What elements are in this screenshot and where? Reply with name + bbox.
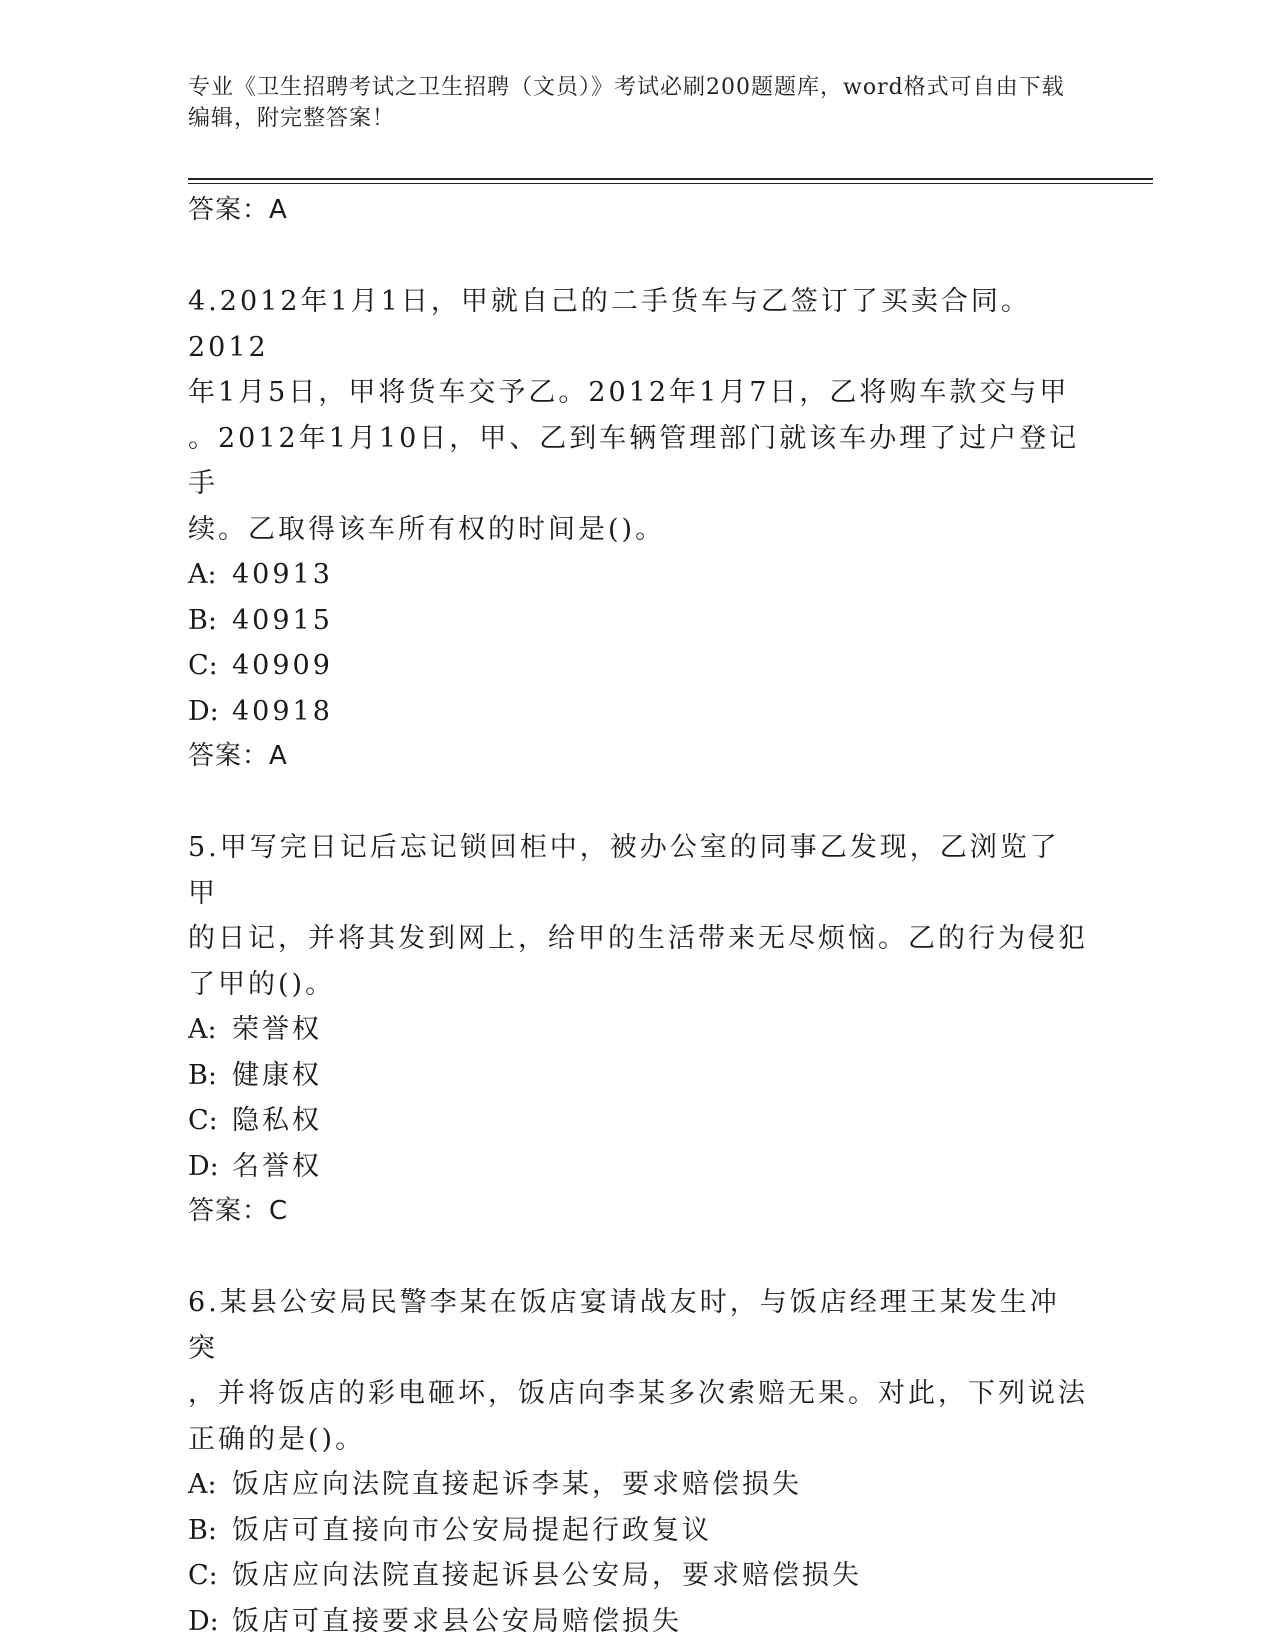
option-key: B: <box>188 604 217 636</box>
stem-line: 6.某县公安局民警李某在饭店宴请战友时，与饭店经理王某发生冲突 <box>188 1287 1060 1364</box>
option-d <box>188 1599 1088 1645</box>
option-a <box>188 1007 1088 1053</box>
option-key: B: <box>188 1514 217 1546</box>
question-block <box>188 1280 1088 1644</box>
question-block <box>188 825 1088 1234</box>
option-c <box>188 1553 1088 1599</box>
option-b <box>188 1508 1088 1554</box>
option-text: 40913 <box>232 559 333 590</box>
header-divider-thick <box>188 178 1153 180</box>
option-a <box>188 1462 1088 1508</box>
option-d <box>188 689 1088 735</box>
option-c <box>188 1098 1088 1144</box>
header-divider-thin <box>188 183 1153 184</box>
option-c <box>188 643 1088 689</box>
document-body <box>188 188 1088 1644</box>
spacer <box>188 1234 1088 1280</box>
option-key: D: <box>188 1605 219 1637</box>
option-text: 40909 <box>232 650 333 681</box>
question-answer: 答案：A <box>188 741 288 771</box>
option-text: 饭店应向法院直接起诉李某，要求赔偿损失 <box>232 1469 802 1500</box>
page-header: 专业《卫生招聘考试之卫生招聘（文员）》考试必刷200题题库，word格式可自由下载编辑，附完整答案！ <box>188 75 1065 131</box>
option-key: D: <box>188 695 219 727</box>
option-a <box>188 552 1088 598</box>
stem-line: 正确的是()。 <box>188 1423 366 1455</box>
option-text: 饭店应向法院直接起诉县公安局，要求赔偿损失 <box>232 1560 862 1591</box>
option-key: A: <box>188 559 217 590</box>
option-text: 健康权 <box>232 1059 322 1091</box>
option-b <box>188 1053 1088 1099</box>
spacer <box>188 233 1088 279</box>
stem-line: 5.甲写完日记后忘记锁回柜中，被办公室的同事乙发现，乙浏览了甲 <box>188 832 1060 909</box>
option-key: D: <box>188 1150 219 1182</box>
option-text: 隐私权 <box>232 1105 322 1136</box>
option-key: C: <box>188 1560 218 1591</box>
option-key: C: <box>188 650 218 681</box>
option-key: A: <box>188 1014 217 1045</box>
option-b <box>188 598 1088 644</box>
spacer <box>188 779 1088 825</box>
option-text: 饭店可直接向市公安局提起行政复议 <box>232 1514 712 1546</box>
stem-line: ，并将饭店的彩电砸坏，饭店向李某多次索赔无果。对此，下列说法 <box>188 1378 1088 1409</box>
option-key: A: <box>188 1469 217 1500</box>
stem-line: 4.2012年1月1日，甲就自己的二手货车与乙签订了买卖合同。2012 <box>188 286 1031 363</box>
option-text: 饭店可直接要求县公安局赔偿损失 <box>232 1605 682 1637</box>
option-key: B: <box>188 1059 217 1091</box>
option-text: 名誉权 <box>232 1150 322 1182</box>
question-block <box>188 279 1088 779</box>
option-d <box>188 1144 1088 1190</box>
stem-line: 。2012年1月10日，甲、乙到车辆管理部门就该车办理了过户登记手 <box>188 422 1080 499</box>
option-text: 40918 <box>232 695 333 727</box>
question-answer: 答案：C <box>188 1196 289 1226</box>
option-key: C: <box>188 1105 218 1136</box>
option-text: 40915 <box>232 604 333 636</box>
option-text: 荣誉权 <box>232 1014 322 1045</box>
question-stem <box>188 279 1088 552</box>
stem-line: 年1月5日，甲将货车交予乙。2012年1月7日，乙将购车款交与甲 <box>188 377 1070 408</box>
stem-line: 了甲的()。 <box>188 968 336 1000</box>
stem-line: 的日记，并将其发到网上，给甲的生活带来无尽烦恼。乙的行为侵犯 <box>188 923 1088 954</box>
stem-line: 续。乙取得该车所有权的时间是()。 <box>188 513 666 545</box>
question-stem <box>188 825 1088 1007</box>
question-stem <box>188 1280 1088 1462</box>
previous-question-answer: 答案：A <box>188 195 288 225</box>
